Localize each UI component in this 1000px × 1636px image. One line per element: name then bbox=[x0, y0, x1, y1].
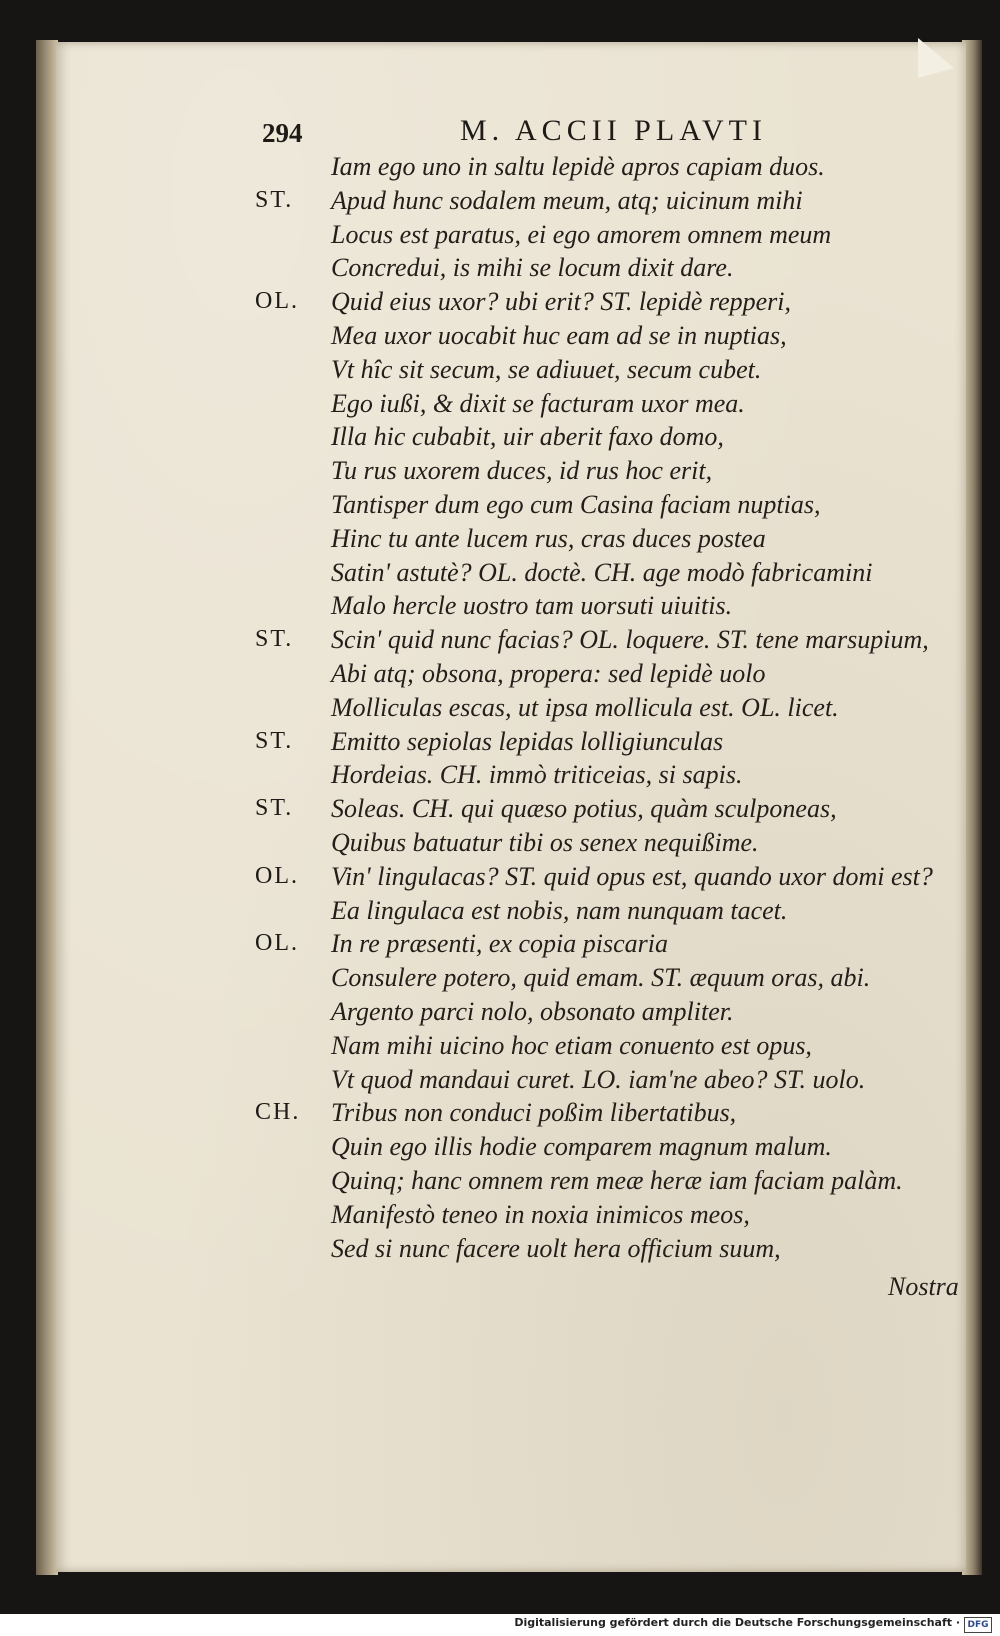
text-line bbox=[255, 860, 965, 894]
verse-text: Locus est paratus, ei ego amorem omnem meum bbox=[331, 219, 832, 249]
text-line bbox=[255, 657, 965, 691]
verse-text: Soleas. CH. qui quæso potius, quàm sculponeas, bbox=[331, 794, 837, 824]
text-line bbox=[255, 556, 965, 590]
funding-credit: Digitalisierung gefördert durch die Deutsche Forschungsgemeinschaft · bbox=[514, 1616, 960, 1629]
verse-text: Concredui, is mihi se locum dixit dare. bbox=[331, 253, 734, 283]
verse-text: Tantisper dum ego cum Casina faciam nuptias, bbox=[331, 489, 821, 519]
text-line bbox=[255, 894, 965, 928]
text-line bbox=[255, 150, 965, 184]
verse-text: Hinc tu ante lucem rus, cras duces postea bbox=[331, 523, 766, 553]
page-corner-fold bbox=[918, 38, 954, 78]
text-line bbox=[255, 251, 965, 285]
text-line bbox=[255, 1232, 965, 1266]
page-edge-left bbox=[36, 40, 58, 1575]
verse-text: Nam mihi uicino hoc etiam conuento est opus, bbox=[331, 1030, 812, 1060]
speaker-label: CH. bbox=[255, 1099, 301, 1126]
text-line bbox=[255, 1029, 965, 1063]
dfg-logo: DFG bbox=[964, 1617, 992, 1633]
text-line bbox=[255, 1164, 965, 1198]
text-line bbox=[255, 522, 965, 556]
verse-text: Scin' quid nunc facias? OL. loquere. ST. tene marsupium, bbox=[331, 625, 929, 655]
text-line bbox=[255, 353, 965, 387]
verse-text: Ego iußi, & dixit se facturam uxor mea. bbox=[331, 388, 745, 418]
text-line bbox=[255, 1096, 965, 1130]
text-line bbox=[255, 1063, 965, 1097]
text-line bbox=[255, 285, 965, 319]
text-line bbox=[255, 387, 965, 421]
speaker-label: ST. bbox=[255, 626, 294, 653]
text-line bbox=[255, 725, 965, 759]
verse-text: Quibus batuatur tibi os senex nequißime. bbox=[331, 827, 759, 857]
verse-text: Consulere potero, quid emam. ST. æquum oras, abi. bbox=[331, 963, 871, 993]
speaker-label: ST. bbox=[255, 727, 294, 754]
speaker-label: OL. bbox=[255, 930, 299, 957]
running-title: M. ACCII PLAVTI bbox=[460, 114, 767, 147]
speaker-label: ST. bbox=[255, 795, 294, 822]
verse-text: Argento parci nolo, obsonato ampliter. bbox=[331, 996, 734, 1026]
verse-text: Illa hic cubabit, uir aberit faxo domo, bbox=[331, 422, 724, 452]
text-line bbox=[255, 927, 965, 961]
speaker-label: ST. bbox=[255, 186, 294, 213]
text-line bbox=[255, 454, 965, 488]
verse-text: Tu rus uxorem duces, id rus hoc erit, bbox=[331, 456, 713, 486]
text-line bbox=[255, 589, 965, 623]
text-line bbox=[255, 1130, 965, 1164]
verse-text: Hordeias. CH. immò triticeias, si sapis. bbox=[331, 760, 743, 790]
verse-text: In re præsenti, ex copia piscaria bbox=[331, 929, 668, 959]
speaker-label: OL. bbox=[255, 288, 299, 315]
text-line bbox=[255, 218, 965, 252]
verse-text: Molliculas escas, ut ipsa mollicula est. OL. licet. bbox=[331, 692, 839, 722]
text-line bbox=[255, 961, 965, 995]
verse-text: Manifestò teneo in noxia inimicos meos, bbox=[331, 1199, 750, 1229]
text-line bbox=[255, 623, 965, 657]
text-line bbox=[255, 792, 965, 826]
verse-text: Vin' lingulacas? ST. quid opus est, quando uxor domi est? bbox=[331, 861, 933, 891]
verse-text: Satin' astutè? OL. doctè. CH. age modò fabricamini bbox=[331, 557, 873, 587]
text-line bbox=[255, 995, 965, 1029]
verse-text: Vt quod mandaui curet. LO. iam'ne abeo? ST. uolo. bbox=[331, 1064, 866, 1094]
verse-text: Abi atq; obsona, propera: sed lepidè uolo bbox=[331, 658, 766, 688]
verse-text: Mea uxor uocabit huc eam ad se in nuptias, bbox=[331, 320, 787, 350]
text-line bbox=[255, 1198, 965, 1232]
text-line bbox=[255, 420, 965, 454]
text-line bbox=[255, 691, 965, 725]
page-number: 294 bbox=[262, 118, 303, 148]
speaker-label: OL. bbox=[255, 862, 299, 889]
text-line bbox=[255, 319, 965, 353]
verse-text: Apud hunc sodalem meum, atq; uicinum mihi bbox=[331, 185, 803, 215]
text-line bbox=[255, 488, 965, 522]
verse-text: Sed si nunc facere uolt hera officium suum, bbox=[331, 1233, 781, 1263]
verse-text: Ea lingulaca est nobis, nam nunquam tacet. bbox=[331, 895, 788, 925]
text-line bbox=[255, 758, 965, 792]
play-text bbox=[255, 150, 965, 1265]
verse-text: Quin ego illis hodie comparem magnum malum. bbox=[331, 1132, 832, 1162]
verse-text: Malo hercle uostro tam uorsuti uiuitis. bbox=[331, 591, 733, 621]
catchword: Nostra bbox=[888, 1272, 959, 1301]
verse-text: Vt hîc sit secum, se adiuuet, secum cubet. bbox=[331, 354, 762, 384]
text-line bbox=[255, 184, 965, 218]
verse-text: Quid eius uxor? ubi erit? ST. lepidè repperi, bbox=[331, 287, 792, 317]
verse-text: Emitto sepiolas lepidas lolligiunculas bbox=[331, 726, 724, 756]
verse-text: Iam ego uno in saltu lepidè apros capiam duos. bbox=[331, 152, 825, 181]
footer-bar bbox=[0, 1614, 1000, 1636]
verse-text: Tribus non conduci poßim libertatibus, bbox=[331, 1098, 737, 1128]
text-line bbox=[255, 826, 965, 860]
verse-text: Quinq; hanc omnem rem meæ heræ iam faciam palàm. bbox=[331, 1165, 903, 1195]
